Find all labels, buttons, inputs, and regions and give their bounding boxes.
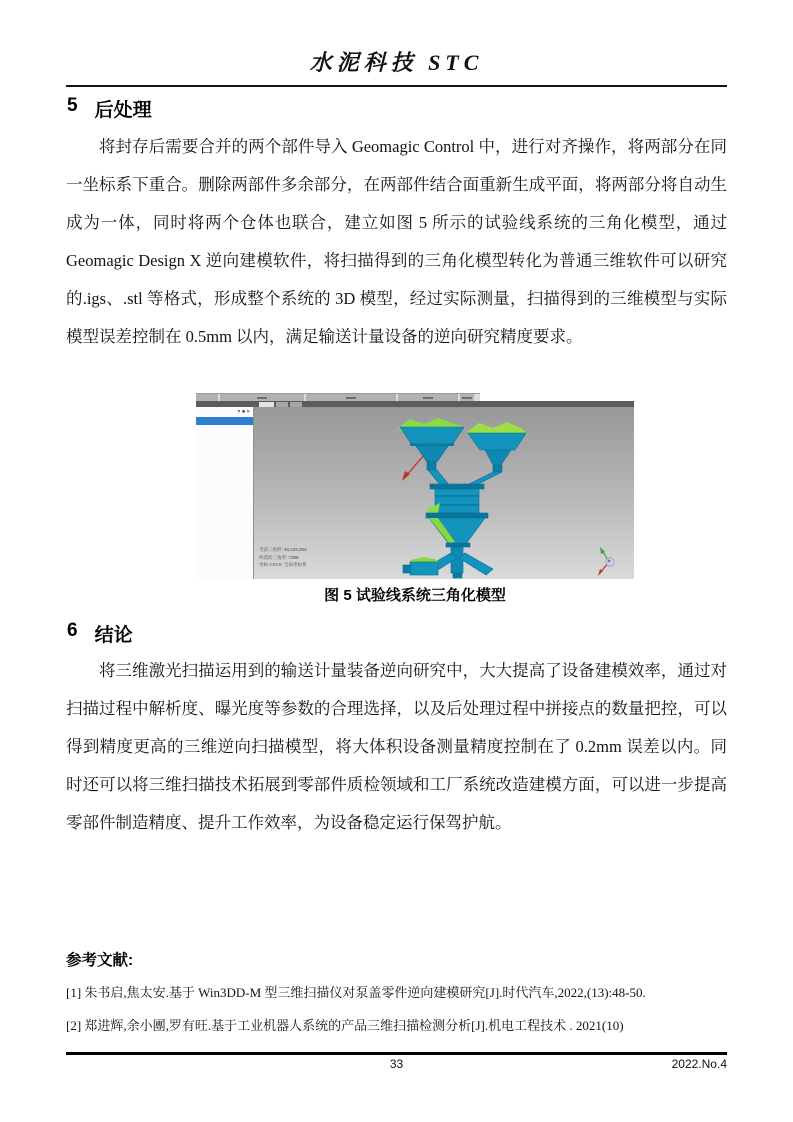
journal-title: 水泥科技 STC: [309, 50, 484, 75]
page-number: 33: [389, 1057, 404, 1071]
triangulated-model-graphic: [254, 407, 634, 579]
annotation-arrow: [402, 455, 424, 481]
collapse-icon: ▾: [237, 408, 242, 415]
reference-item: [2] 郑进辉,余小團,罗有旺.基于工业机器人系统的产品三维扫描检测分析[J].机电工程技术 . 2021(10): [66, 1018, 624, 1033]
status-line: 当前三角形: 48,109,363: [259, 547, 307, 552]
references-list: [66, 976, 727, 1042]
section-5-number: 5: [67, 95, 78, 116]
close-icon: ✕: [246, 408, 251, 415]
header-divider: [66, 85, 727, 87]
section-6-number: 6: [67, 620, 78, 641]
figure-5-screenshot: [196, 393, 634, 579]
model-viewport: [254, 407, 634, 579]
footer-divider: [66, 1052, 727, 1055]
section-5-paragraph: 将封存后需要合并的两个部件导入 Geomagic Control 中，进行对齐操作，将两部分在同一坐标系下重合。删除两部件多余部分，在两部件结合面重新生成平面，将两部分将自动生成为一体，同时将两个仓体也联合，建立如图 5 所示的试验线系统的三角化模型，通过 Geomagic Design X 逆向建模软件，将扫描得到的三角化模型转化为普通三维软件可以研究的.igs、.stl 等格式，形成整个系统的 3D 模型，经过实际测量，扫描得到的三维模型与实际模型误差控制在 0.5mm 以内，满足输送计量设备的逆向研究精度要求。: [66, 137, 727, 346]
section-5-title: 后处理: [94, 100, 152, 121]
figure-5-caption: 图 5 试验线系统三角化模型: [324, 587, 506, 604]
axis-triad-icon: [598, 547, 614, 576]
status-line: 所选的三角形: 7398: [259, 554, 299, 560]
section-6-heading: [67, 620, 133, 647]
section-6-title: 结论: [94, 625, 133, 646]
panel-icon-row: [237, 408, 251, 416]
pin-icon: ▪: [241, 408, 247, 415]
reference-item: [1] 朱书启,焦太安.基于 Win3DD-M 型三维扫描仪对泵盖零件逆向建模研究[J].时代汽车,2022,(13):48-50.: [66, 985, 646, 1000]
status-line: 坐标 CSYS: 全局坐标系: [259, 562, 307, 567]
selected-tree-item: [196, 417, 253, 425]
issue-label: 2022.No.4: [671, 1057, 727, 1071]
references-heading: 参考文献:: [66, 952, 134, 969]
viewport-status-text: [259, 546, 307, 569]
section-6-paragraph: 将三维激光扫描运用到的输送计量装备逆向研究中，大大提高了设备建模效率，通过对扫描过程中解析度、曝光度等参数的合理选择，以及后处理过程中拼接点的数量把控，可以得到精度更高的三维逆向扫描模型，将大体积设备测量精度控制在了 0.2mm 误差以内。同时还可以将三维扫描技术拓展到零部件质检领域和工厂系统改造建模方面，可以进一步提高零部件制造精度、提升工作效率，为设备稳定运行保驾护航。: [66, 661, 727, 832]
section-5-heading: [67, 95, 152, 122]
model-tree-panel: [196, 407, 254, 579]
